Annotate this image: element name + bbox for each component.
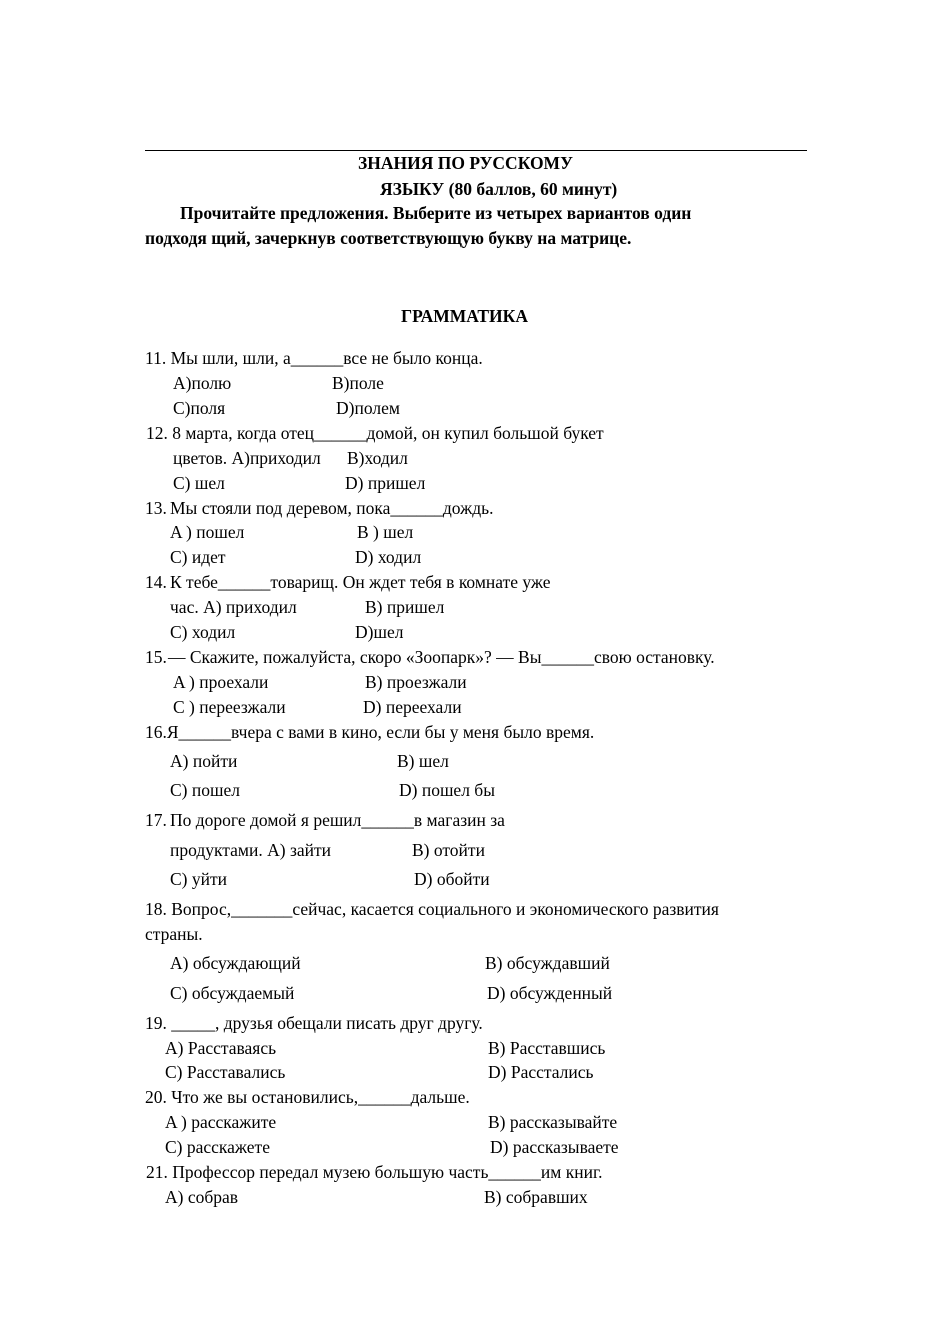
section-title: ГРАММАТИКА (401, 306, 528, 326)
question-16-option-a: A) пойти (170, 751, 238, 771)
question-16-option-b: B) шел (397, 751, 449, 771)
question-11-text: 11. Мы шли, шли, а______все не было конца. (145, 348, 483, 368)
question-16-option-c: C) пошел (170, 780, 240, 800)
question-20-option-a: A ) расскажите (165, 1112, 277, 1132)
question-15-option-c: C ) переезжали (173, 697, 286, 717)
question-18-option-c: C) обсуждаемый (170, 983, 295, 1003)
question-20-option-c: C) расскажете (165, 1137, 270, 1157)
question-14-option-d: D)шел (355, 622, 404, 642)
question-11-option-a: A)полю (173, 373, 232, 393)
question-17-option-c: C) уйти (170, 869, 228, 889)
question-14-number: 14. (145, 572, 167, 592)
question-13-option-c: C) идет (170, 547, 226, 567)
question-12-text-cont: цветов. A)приходил (173, 448, 321, 468)
question-20-option-d: D) рассказываете (490, 1137, 619, 1157)
question-17-option-d: D) обойти (414, 869, 490, 889)
question-19-option-d: D) Расстались (488, 1062, 594, 1082)
question-13-text: Мы стояли под деревом, пока______дождь. (170, 498, 494, 518)
question-17-number: 17. (145, 810, 167, 830)
question-13-number: 13. (145, 498, 167, 518)
question-19-option-b: B) Расставшись (488, 1038, 606, 1058)
header-rule (145, 150, 807, 151)
question-15-option-d: D) переехали (363, 697, 462, 717)
question-21-option-a: A) собрав (165, 1187, 239, 1207)
question-17-text-cont: продуктами. A) зайти (170, 840, 332, 860)
title-line-2: ЯЗЫКУ (80 баллов, 60 минут) (380, 179, 618, 199)
question-15-number: 15. (145, 647, 167, 667)
question-19-option-c: C) Расставались (165, 1062, 286, 1082)
question-13-option-d: D) ходил (355, 547, 422, 567)
question-17-option-b: B) отойти (412, 840, 485, 860)
question-13-option-a: A ) пошел (170, 522, 245, 542)
question-19-text: 19. _____, друзья обещали писать друг другу. (145, 1013, 483, 1033)
question-14-text: К тебе______товарищ. Он ждет тебя в комнате уже (170, 572, 551, 592)
title-line-1: ЗНАНИЯ ПО РУССКОМУ (358, 153, 573, 173)
question-11-option-b: B)поле (332, 373, 384, 393)
question-13-option-b: B ) шел (357, 522, 414, 542)
question-14-text-cont: час. A) приходил (170, 597, 297, 617)
question-12-option-c: C) шел (173, 473, 225, 493)
question-17-text: По дороге домой я решил______в магазин за (170, 810, 505, 830)
question-20-text: 20. Что же вы остановились,______дальше. (145, 1087, 470, 1107)
question-15-option-a: A ) проехали (173, 672, 269, 692)
instruction-line-1: Прочитайте предложения. Выберите из четырех вариантов один (180, 203, 692, 223)
question-12-option-b: B)ходил (347, 448, 408, 468)
question-15-text: — Скажите, пожалуйста, скоро «Зоопарк»? — Вы______свою остановку. (168, 647, 715, 667)
question-18-option-b: B) обсуждавший (485, 953, 610, 973)
question-21-text: 21. Профессор передал музею большую часть______им книг. (146, 1162, 603, 1182)
question-19-option-a: A) Расставаясь (165, 1038, 277, 1058)
question-14-option-b: B) пришел (365, 597, 445, 617)
question-11-option-c: C)поля (173, 398, 226, 418)
question-18-text-cont: страны. (145, 924, 203, 944)
question-16-text: 16.Я______вчера с вами в кино, если бы у меня было время. (145, 722, 595, 742)
question-16-option-d: D) пошел бы (399, 780, 495, 800)
instruction-line-2: подходя щий, зачеркнув соответствующую букву на матрице. (145, 228, 632, 248)
question-15-option-b: B) проезжали (365, 672, 467, 692)
question-12-text: 12. 8 марта, когда отец______домой, он купил большой букет (146, 423, 604, 443)
question-18-option-a: A) обсуждающий (170, 953, 301, 973)
question-11-option-d: D)полем (336, 398, 400, 418)
question-14-option-c: C) ходил (170, 622, 236, 642)
question-18-option-d: D) обсужденный (487, 983, 613, 1003)
question-21-option-b: B) собравших (484, 1187, 588, 1207)
question-18-text: 18. Вопрос,_______сейчас, касается социального и экономического развития (145, 899, 719, 919)
question-12-option-d: D) пришел (345, 473, 426, 493)
question-20-option-b: B) рассказывайте (488, 1112, 618, 1132)
